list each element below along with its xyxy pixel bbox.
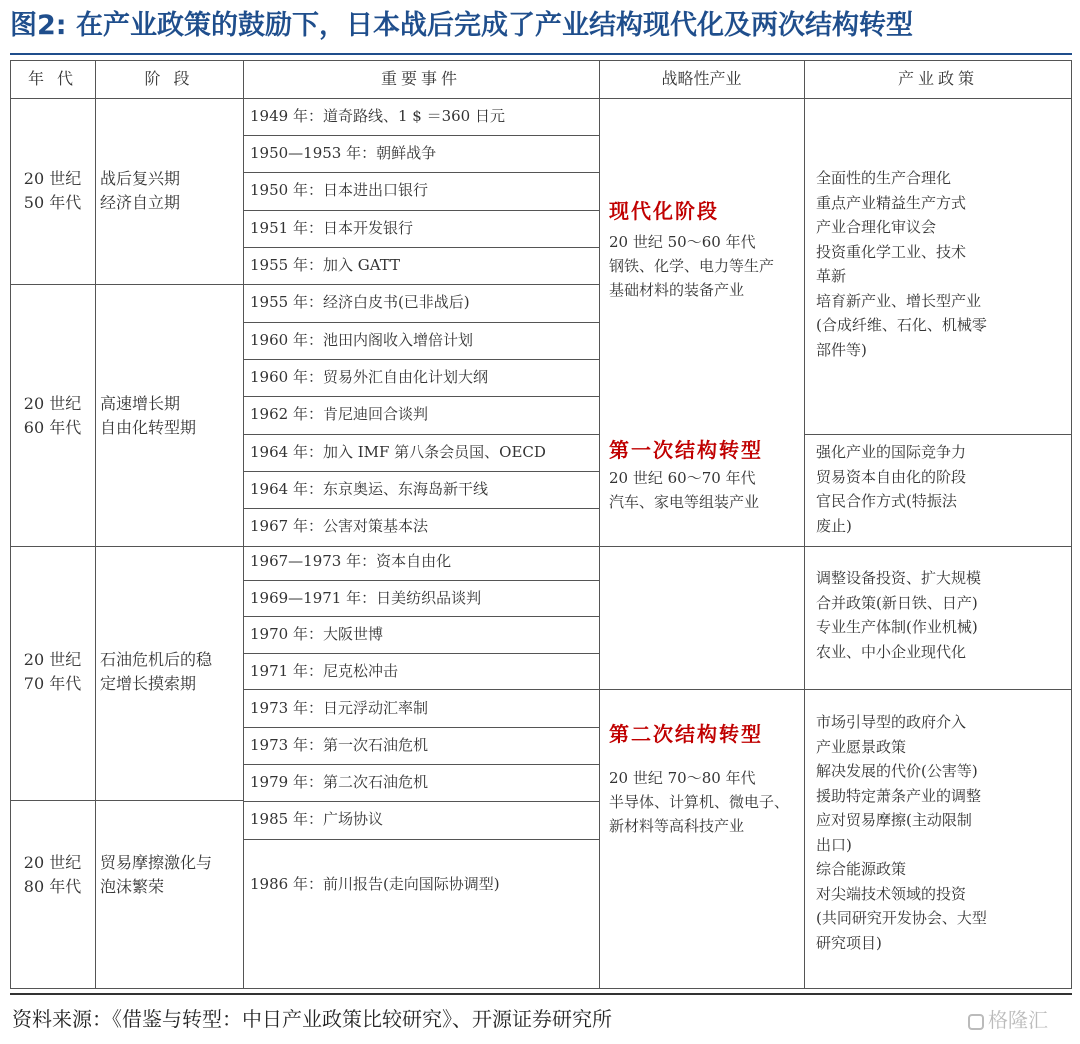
stage-line: 战后复兴期 <box>100 169 181 188</box>
event-row: 1950 年：日本进出口银行 <box>250 181 428 199</box>
event-row: 1973 年：日元浮动汇率制 <box>250 699 428 717</box>
policy-line: 农业、中小企业现代化 <box>816 642 967 661</box>
era-border <box>10 546 243 547</box>
stage-cell <box>100 851 250 899</box>
policy-line: 应对贸易摩擦(主动限制 <box>816 811 972 829</box>
event-row: 1949 年：道奇路线、1 $ ＝360 日元 <box>250 107 505 125</box>
event-row: 1964 年：东京奥运、东海岛新干线 <box>250 480 488 498</box>
header-era: 年 代 <box>27 69 78 88</box>
table-bottom-border <box>10 988 1072 989</box>
event-row: 1964 年：加入 IMF 第八条会员国、OECD <box>250 443 546 461</box>
stage-line: 经济自立期 <box>100 193 181 212</box>
industry-heading: 第二次结构转型 <box>609 722 763 746</box>
stage-line: 泡沫繁荣 <box>100 877 165 896</box>
policy-line: 贸易资本自由化的阶段 <box>816 467 967 486</box>
era-line: 20 世纪 <box>23 394 82 413</box>
policy-line: 投资重化学工业、技术 <box>816 242 967 261</box>
industry-description <box>609 766 809 838</box>
watermark-logo-icon <box>968 1014 984 1030</box>
header-events: 重要事件 <box>380 69 461 88</box>
policy-line: 合并政策(新日铁、日产) <box>816 593 978 612</box>
event-row: 1960 年：贸易外汇自由化计划大纲 <box>250 368 488 386</box>
policy-cell <box>816 440 1056 538</box>
policy-line: 出口) <box>816 835 852 854</box>
policy-line: 产业愿景政策 <box>816 737 907 756</box>
event-row-border <box>243 839 599 840</box>
event-row: 1971 年：尼克松冲击 <box>250 662 398 680</box>
policy-border <box>804 546 1072 547</box>
era-cell <box>10 167 95 215</box>
era-line: 20 世纪 <box>23 853 82 872</box>
era-cell <box>10 851 95 899</box>
era-line: 60 年代 <box>23 418 82 437</box>
policy-line: 专业生产体制(作业机械) <box>816 618 978 636</box>
event-row: 1967—1973 年：资本自由化 <box>250 552 452 570</box>
watermark <box>968 1004 1048 1033</box>
event-row: 1951 年：日本开发银行 <box>250 219 413 237</box>
col-border <box>804 60 805 989</box>
source-note: 资料来源：《借鉴与转型：中日产业政策比较研究》、开源证券研究所 <box>12 1007 612 1031</box>
policy-line: 革新 <box>816 267 847 285</box>
event-row: 1985 年：广场协议 <box>250 810 383 828</box>
col-border <box>1071 60 1072 989</box>
header-stage: 阶 段 <box>144 69 194 88</box>
era-line: 80 年代 <box>23 877 82 896</box>
header-border <box>10 98 1072 99</box>
policy-line: 综合能源政策 <box>816 860 907 878</box>
policy-line: 援助特定萧条产业的调整 <box>816 786 982 805</box>
industry-line: 半导体、计算机、微电子、 <box>609 793 790 811</box>
industry-line: 汽车、家电等组装产业 <box>609 493 760 511</box>
era-line: 20 世纪 <box>23 650 82 669</box>
header-policy: 产业政策 <box>897 69 978 88</box>
stage-line: 自由化转型期 <box>100 418 197 437</box>
policy-line: 对尖端技术领域的投资 <box>816 884 967 903</box>
policy-cell <box>816 710 1056 955</box>
stage-line: 贸易摩擦激化与 <box>100 853 213 872</box>
policy-line: 重点产业精益生产方式 <box>816 193 967 212</box>
policy-line: 培育新产业、增长型产业 <box>816 291 982 310</box>
policy-line: 市场引导型的政府介入 <box>816 713 967 731</box>
industry-border <box>599 546 804 547</box>
era-cell <box>10 392 95 440</box>
event-row: 1962 年：肯尼迪回合谈判 <box>250 405 428 423</box>
policy-line: 产业合理化审议会 <box>816 218 937 236</box>
policy-line: (共同研究开发协会、大型 <box>816 909 987 927</box>
industry-border <box>599 689 804 690</box>
event-row: 1979 年：第二次石油危机 <box>250 773 428 791</box>
industry-description <box>609 230 809 302</box>
policy-cell <box>816 166 1056 362</box>
policy-border <box>804 689 1072 690</box>
watermark-text: 格隆汇 <box>988 1008 1048 1032</box>
figure-title: 图2: 在产业政策的鼓励下，日本战后完成了产业结构现代化及两次结构转型 <box>10 10 913 41</box>
industry-line: 钢铁、化学、电力等生产 <box>609 257 775 275</box>
era-border <box>10 800 243 801</box>
policy-line: 研究项目) <box>816 933 882 952</box>
policy-line: (合成纤维、石化、机械零 <box>816 316 987 334</box>
industry-line: 20 世纪 50～60 年代 <box>609 233 756 251</box>
col-border <box>599 60 600 989</box>
event-row: 1967 年：公害对策基本法 <box>250 517 428 535</box>
policy-line: 废止) <box>816 516 852 535</box>
event-row: 1950—1953 年：朝鲜战争 <box>250 144 437 162</box>
industry-heading: 现代化阶段 <box>609 199 719 223</box>
policy-line: 调整设备投资、扩大规模 <box>816 569 982 587</box>
event-row: 1969—1971 年：日美纺织品谈判 <box>250 589 482 607</box>
era-cell <box>10 648 95 696</box>
industry-line: 新材料等高科技产业 <box>609 817 745 835</box>
industry-description <box>609 466 809 514</box>
policy-table <box>10 60 1072 989</box>
era-border <box>10 284 243 285</box>
event-row: 1955 年：经济白皮书(已非战后) <box>250 293 470 311</box>
event-row: 1973 年：第一次石油危机 <box>250 736 428 754</box>
stage-line: 高速增长期 <box>100 394 181 413</box>
event-row: 1986 年：前川报告(走向国际协调型) <box>250 875 500 893</box>
policy-line: 官民合作方式(特振法 <box>816 492 957 510</box>
header-industry: 战略性产业 <box>661 69 742 88</box>
industry-line: 20 世纪 70～80 年代 <box>609 769 756 787</box>
event-row: 1960 年：池田内阁收入增倍计划 <box>250 331 473 349</box>
policy-line: 全面性的生产合理化 <box>816 169 952 187</box>
policy-border <box>804 434 1072 435</box>
policy-cell <box>816 566 1056 664</box>
event-row: 1970 年：大阪世博 <box>250 625 383 643</box>
policy-line: 解决发展的代价(公害等) <box>816 762 978 780</box>
stage-line: 定增长摸索期 <box>100 674 197 693</box>
event-row: 1955 年：加入 GATT <box>250 256 400 274</box>
footer-rule <box>10 993 1072 995</box>
era-line: 50 年代 <box>23 193 82 212</box>
policy-line: 部件等) <box>816 340 867 359</box>
stage-cell <box>100 167 250 215</box>
stage-cell <box>100 392 250 440</box>
col-border <box>95 60 96 989</box>
era-line: 20 世纪 <box>23 169 82 188</box>
title-rule <box>10 53 1072 55</box>
stage-line: 石油危机后的稳 <box>100 650 213 669</box>
industry-line: 20 世纪 60～70 年代 <box>609 469 756 487</box>
era-line: 70 年代 <box>23 674 82 693</box>
industry-line: 基础材料的装备产业 <box>609 281 745 299</box>
stage-cell <box>100 648 250 696</box>
policy-line: 强化产业的国际竞争力 <box>816 443 967 461</box>
industry-heading: 第一次结构转型 <box>609 438 763 462</box>
